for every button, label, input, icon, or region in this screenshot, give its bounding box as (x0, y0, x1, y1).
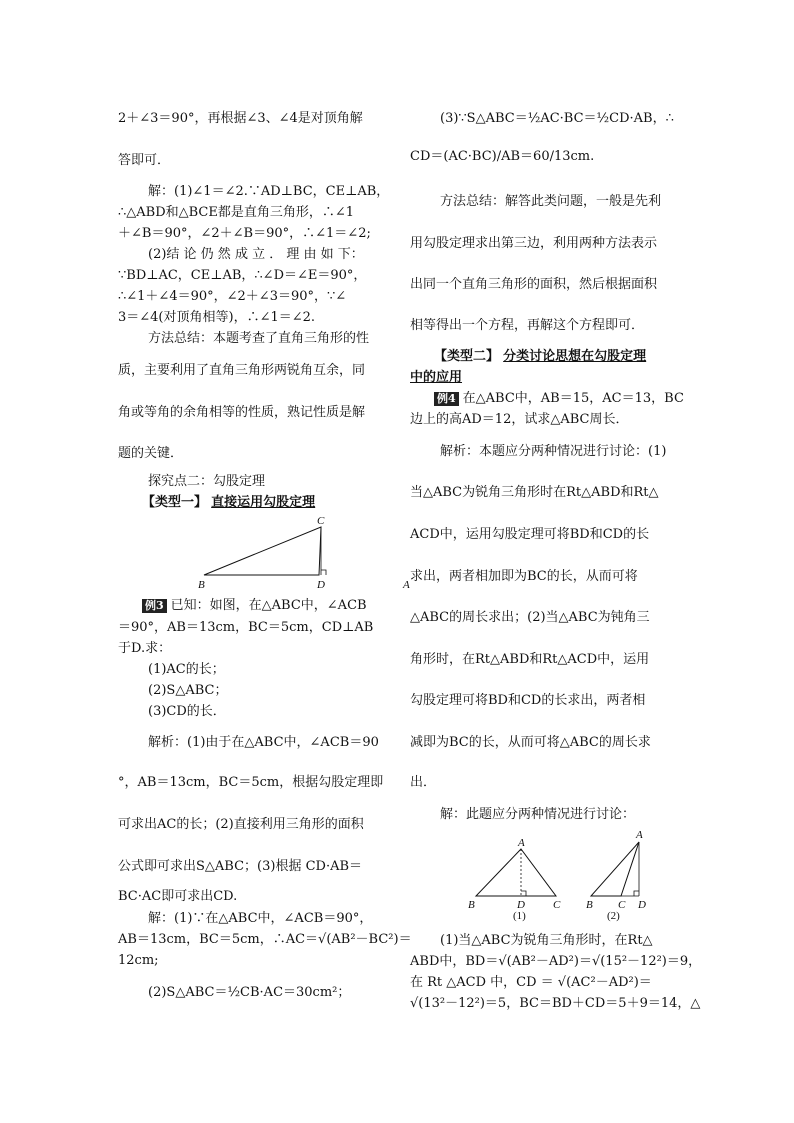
text-line: 于D.求： (118, 641, 172, 656)
type-one-bracket: 【类型一】 (142, 495, 208, 510)
text-line: 题的关键． (118, 446, 184, 461)
text-line: 在△ABC中，AB＝15，AC＝13，BC (462, 391, 684, 406)
figure-caption: (1) (513, 910, 526, 922)
figure-caption: (2) (607, 910, 620, 922)
type-two-title-cont: 中的应用 (410, 370, 463, 385)
text-line: ∵BD⊥AC，CE⊥AB，∴∠D＝∠E＝90°， (118, 268, 367, 283)
example-4-label: 例4 (434, 392, 459, 406)
triangle-abc-obtuse (591, 842, 639, 896)
example-3-label: 例3 (142, 599, 167, 613)
figure-right-triangle (198, 515, 410, 595)
text-line: (1)当△ABC为锐角三角形时，在Rt△ (440, 933, 653, 948)
text-line: (3)∵S△ABC＝½AC·BC＝½CD·AB，∴ (440, 111, 674, 126)
type-one-title: 直接运用勾股定理 (211, 495, 316, 510)
label-a: A (403, 579, 410, 591)
text-line: 12cm; (118, 953, 159, 968)
text-line: (2)S△ABC； (148, 683, 228, 698)
label-a: A (518, 837, 525, 849)
text-line: ∴∠1＋∠4＝90°，∠2＋∠3＝90°，∵∠ (118, 289, 347, 304)
label-c: C (317, 515, 325, 527)
text-line: 求出，两者相加即为BC的长，从而可将 (410, 569, 638, 584)
text-line: 质，主要利用了直角三角形两锐角互余，同 (118, 363, 366, 378)
text-line: 方法总结：解答此类问题，一般是先利 (440, 194, 662, 209)
text-line: 在 Rt △ACD 中，CD ＝ √(AC²－AD²)＝ (410, 975, 652, 990)
text-line: AB＝13cm，BC＝5cm，∴AC＝√(AB²－BC²)＝ (118, 932, 412, 947)
text-line: 2＋∠3＝90°，再根据∠3、∠4是对顶角解 (118, 111, 363, 126)
type-two-bracket: 【类型二】 (434, 349, 500, 364)
label-b: B (198, 579, 205, 591)
figure-obtuse-triangle (586, 830, 656, 925)
text-line: 解：(1)∵在△ABC中，∠ACB＝90°， (148, 911, 373, 926)
text-line: ∴△ABD和△BCE都是直角三角形，∴∠1 (118, 205, 355, 220)
figure-acute-triangle (468, 835, 578, 925)
text-line: (2)结 论 仍 然 成 立 ． 理 由 如 下： (148, 247, 364, 262)
text-line: 边上的高AD＝12，试求△ABC周长． (410, 412, 629, 427)
text-line: 出． (410, 775, 437, 790)
text-line: 可求出AC的长；(2)直接利用三角形的面积 (118, 817, 364, 832)
label-d: D (317, 579, 325, 591)
text-line: 解析：(1)由于在△ABC中，∠ACB＝90 (148, 735, 379, 750)
text-line: 相等得出一个方程，再解这个方程即可． (410, 318, 645, 333)
label-b: B (586, 899, 593, 911)
text-line: ＝90°，AB＝13cm，BC＝5cm，CD⊥AB (118, 620, 374, 635)
text-line: BC·AC即可求出CD. (118, 889, 238, 904)
type-two-heading (434, 349, 646, 365)
label-b: B (468, 899, 475, 911)
text-line: 解：此题应分两种情况进行讨论： (440, 807, 636, 822)
text-line: △ABC的周长求出；(2)当△ABC为钝角三 (410, 610, 650, 625)
text-line: CD＝(AC·BC)/AB＝60/13cm. (410, 149, 595, 164)
text-line: 用勾股定理求出第三边，利用两种方法表示 (410, 236, 658, 251)
text-line: 角形时，在Rt△ABD和Rt△ACD中，运用 (410, 652, 650, 667)
text-line: 勾股定理可将BD和CD的长求出，两者相 (410, 693, 646, 708)
label-c: C (553, 899, 561, 911)
right-angle-mark (634, 891, 639, 896)
text-line: 解：(1)∠1＝∠2.∵AD⊥BC，CE⊥AB， (148, 184, 390, 199)
text-line: °，AB＝13cm，BC＝5cm，根据勾股定理即 (118, 775, 384, 790)
text-line: 出同一个直角三角形的面积，然后根据面积 (410, 277, 658, 292)
text-line: 公式即可求出S△ABC；(3)根据 CD·AB＝ (118, 859, 363, 874)
text-line: (3)CD的长． (148, 704, 226, 719)
type-one-heading (142, 495, 315, 511)
text-line: √(13²－12²)＝5，BC＝BD＋CD＝5＋9＝14，△ (410, 996, 701, 1011)
text-line: ACD中，运用勾股定理可将BD和CD的长 (410, 527, 650, 542)
triangle-abc-acute (476, 849, 556, 896)
text-line: ＋∠B＝90°，∠2＋∠B＝90°，∴∠1＝∠2; (118, 226, 371, 241)
text-line: 角或等角的余角相等的性质，熟记性质是解 (118, 405, 366, 420)
text-line: 方法总结：本题考查了直角三角形的性 (148, 331, 370, 346)
text-line: 解析：本题应分两种情况进行讨论：(1) (440, 444, 667, 459)
text-line: (2)S△ABC＝½CB·AC＝30cm²； (148, 985, 351, 1000)
label-a: A (636, 829, 643, 841)
label-d: D (517, 899, 525, 911)
example-4 (434, 391, 684, 407)
text-line: 已知：如图，在△ABC中，∠ACB (170, 598, 367, 613)
example-3 (142, 598, 367, 614)
text-line: 减即为BC的长，从而可将△ABC的周长求 (410, 735, 651, 750)
label-c: C (618, 899, 626, 911)
text-line: 答即可． (118, 153, 171, 168)
right-angle-mark (521, 891, 526, 896)
text-line: 当△ABC为锐角三角形时在Rt△ABD和Rt△ (410, 485, 659, 500)
text-line: 3＝∠4(对顶角相等)，∴∠1＝∠2. (118, 310, 316, 325)
section-heading: 探究点二：勾股定理 (148, 474, 266, 489)
triangle-abc (204, 527, 321, 575)
type-two-title: 分类讨论思想在勾股定理 (503, 349, 647, 364)
label-d: D (638, 899, 646, 911)
text-line: ABD中，BD＝√(AB²－AD²)＝√(15²－12²)＝9， (410, 954, 702, 969)
right-angle-mark (321, 570, 326, 575)
text-line: (1)AC的长； (148, 662, 225, 677)
